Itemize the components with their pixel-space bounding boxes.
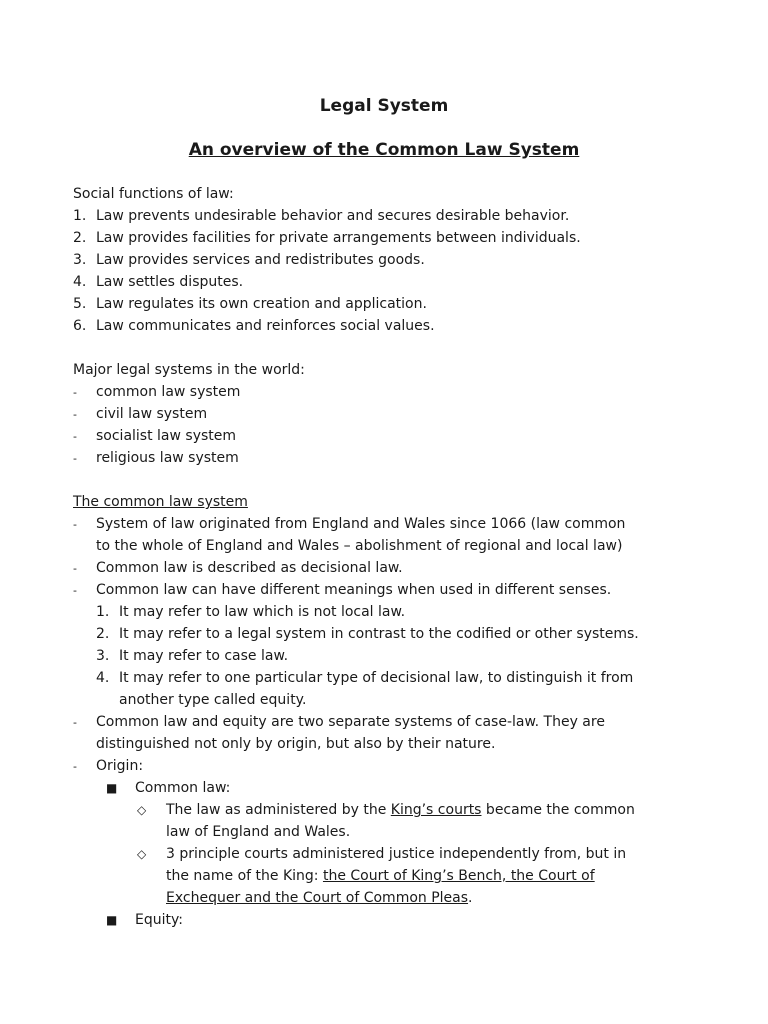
list-item: 3. It may refer to case law. <box>96 648 289 664</box>
dash-bullet-icon: - <box>73 408 77 421</box>
list-item: - common law system <box>73 381 733 403</box>
dash-bullet-icon: - <box>73 452 77 465</box>
list-item: - Common law can have different meanings when used in different senses. <box>73 579 733 601</box>
dash-bullet-icon: - <box>73 518 77 531</box>
list-item-continuation: distinguished not only by origin, but also by their nature. <box>96 736 496 752</box>
diamond-bullet-icon: ◇ <box>137 847 147 861</box>
document-title: Legal System <box>319 96 449 116</box>
social-heading: Social functions of law: <box>73 186 234 202</box>
list-item: 4. It may refer to one particular type of decisional law, to distinguish it from <box>96 670 634 686</box>
list-item: - civil law system <box>73 403 733 425</box>
dash-bullet-icon: - <box>73 716 77 729</box>
dash-bullet-icon: - <box>73 760 77 773</box>
list-item: - religious law system <box>73 447 733 469</box>
dash-bullet-icon: - <box>73 386 77 399</box>
list-item: 4. Law settles disputes. <box>73 274 244 290</box>
list-item-continuation: Exchequer and the Court of Common Pleas. <box>166 890 473 906</box>
dash-bullet-icon: - <box>73 584 77 597</box>
major-heading: Major legal systems in the world: <box>73 362 305 378</box>
list-item: 2. Law provides facilities for private arrangements between individuals. <box>73 230 581 246</box>
list-item: - Common law and equity are two separate systems of case-law. They are <box>73 711 733 733</box>
list-item: - Origin: <box>73 755 733 777</box>
list-item-continuation: law of England and Wales. <box>166 824 351 840</box>
dash-bullet-icon: - <box>73 430 77 443</box>
list-item: 6. Law communicates and reinforces social values. <box>73 318 435 334</box>
list-item: ◇ 3 principle courts administered justice independently from, but in <box>73 843 733 865</box>
courts-underlined-text: Exchequer and the Court of Common Pleas <box>166 890 469 906</box>
list-item: 5. Law regulates its own creation and application. <box>73 296 427 312</box>
document-subtitle: An overview of the Common Law System <box>188 140 580 160</box>
list-item: 1. It may refer to law which is not local law. <box>96 604 406 620</box>
square-bullet-icon: ■ <box>106 781 118 795</box>
list-item-continuation: the name of the King: the Court of King’s Bench, the Court of <box>166 868 595 884</box>
common-heading: The common law system <box>73 494 248 510</box>
list-item: - System of law originated from England and Wales since 1066 (law common <box>73 513 733 535</box>
document-body <box>73 183 733 931</box>
diamond-bullet-icon: ◇ <box>137 803 147 817</box>
list-item: 3. Law provides services and redistributes goods. <box>73 252 425 268</box>
square-bullet-icon: ■ <box>106 913 118 927</box>
list-item: - Common law is described as decisional law. <box>73 557 733 579</box>
kings-courts-link: King’s courts <box>390 802 482 818</box>
list-item: 2. It may refer to a legal system in contrast to the codified or other systems. <box>96 626 639 642</box>
list-item: ■ Common law: <box>73 777 733 799</box>
courts-underlined-text: the Court of King’s Bench, the Court of <box>322 868 595 884</box>
list-item: ◇ The law as administered by the King’s courts became the common <box>73 799 733 821</box>
list-item: ■ Equity: <box>73 909 733 931</box>
dash-bullet-icon: - <box>73 562 77 575</box>
list-item-continuation: another type called equity. <box>119 692 307 708</box>
list-item: 1. Law prevents undesirable behavior and secures desirable behavior. <box>73 208 570 224</box>
list-item-continuation: to the whole of England and Wales – abolishment of regional and local law) <box>96 538 623 554</box>
list-item: - socialist law system <box>73 425 733 447</box>
